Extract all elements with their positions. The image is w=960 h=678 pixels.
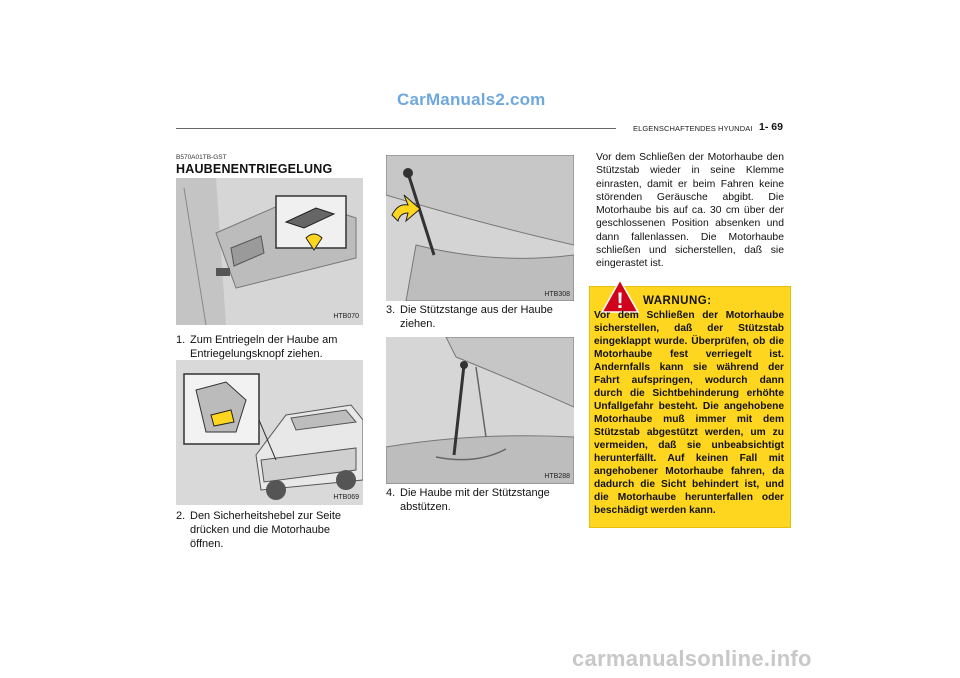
- step-number: 1.: [176, 334, 186, 346]
- header-rule: [176, 128, 616, 129]
- safety-lever-car-front-illustration-icon: [176, 360, 363, 505]
- step-2: [176, 509, 364, 551]
- step-4: [386, 486, 574, 514]
- step-text: Den Sicherheitshebel zur Seite drücken und die Motorhaube öffnen.: [190, 510, 342, 550]
- page-number: 1- 69: [759, 121, 783, 133]
- step-text: Zum Entriegeln der Haube am Entriegelungsknopf ziehen.: [190, 334, 338, 360]
- figure-label: HTB070: [333, 313, 359, 320]
- figure-label: HTB069: [333, 494, 359, 501]
- step-1: [176, 333, 364, 361]
- watermark-carmanuals2[interactable]: CarManuals2.com: [397, 90, 546, 109]
- step-3: [386, 303, 574, 331]
- step-number: 2.: [176, 510, 186, 522]
- figure-htb069: [176, 360, 363, 505]
- section-code: B570A01TB-GST: [176, 154, 227, 161]
- figure-label: HTB288: [544, 473, 570, 480]
- warning-text: Vor dem Schließen der Motorhaube sicherstellen, daß der Stützstab eingeklappt wurde. Überprüfen, ob die Motorhaube fest verriegelt ist. Andernfalls kann sie während der Fahrt aufspringen, wodurch dann durch die Sichtbehinderung erhöhte Unfallgefahr besteht. Die angehobene Motorhaube muß immer mit dem Stützstab abgestützt werden, um zu vermeiden, daß sie unbeabsichtigt herunterfällt. Auf keinen Fall mit angehobener Motorhaube fahren, da dadurch die Sicht behindert ist, und die Motorhaube herunterfallen oder beschädigt werden kann.: [594, 310, 784, 516]
- support-rod-propped-illustration-icon: [386, 337, 574, 484]
- figure-htb070: [176, 178, 363, 325]
- step-number: 4.: [386, 487, 396, 499]
- hood-release-knob-illustration-icon: [176, 178, 363, 325]
- warning-title: WARNUNG:: [643, 295, 712, 307]
- warning-symbol: !: [616, 288, 624, 313]
- watermark-carmanualsonline[interactable]: carmanualsonline.info: [572, 646, 812, 671]
- step-number: 3.: [386, 304, 396, 316]
- support-rod-pull-illustration-icon: [386, 155, 574, 301]
- step-text: Die Haube mit der Stützstange abstützen.: [400, 487, 550, 513]
- section-title: HAUBENENTRIEGELUNG: [176, 162, 333, 176]
- figure-htb288: [386, 337, 574, 484]
- closing-paragraph: Vor dem Schließen der Motorhaube den Stützstab wieder in seine Klemme einrasten, damit er beim Fahren keine störenden Geräusche abgibt. Die Motorhaube bis auf ca. 30 cm über der geschlossenen Position absenken und dann fallenlassen. Die Motorhaube schließen und sicherstellen, daß sie eingerastet ist.: [596, 152, 784, 270]
- step-text: Die Stützstange aus der Haube ziehen.: [400, 304, 553, 330]
- figure-label: HTB308: [544, 291, 570, 298]
- figure-htb308: [386, 155, 574, 301]
- header-section-title: ELGENSCHAFTENDES HYUNDAI: [633, 124, 753, 133]
